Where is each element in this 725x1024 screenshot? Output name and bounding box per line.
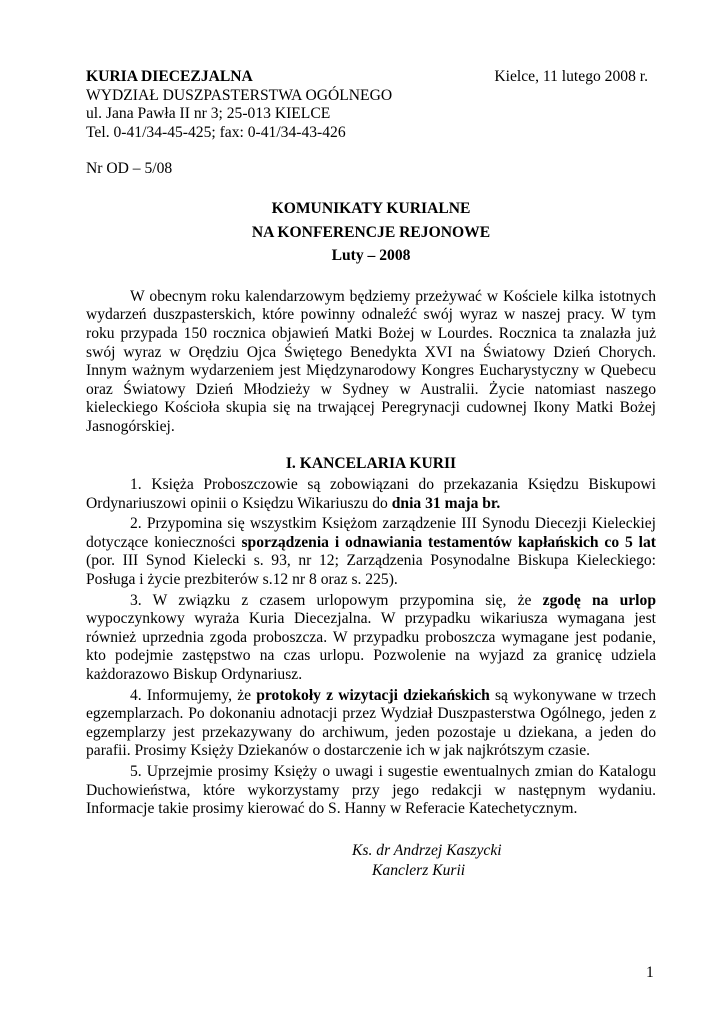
doc-period: Luty – 2008 [331, 247, 411, 265]
org-name: KURIA DIECEZJALNA [86, 68, 253, 85]
section-heading: I. KANCELARIA KURII [285, 454, 457, 472]
item-5-text: 5. Uprzejmie prosimy Księży o uwagi i sugestie ewentualnych zmian do Katalogu Duchowieństwa, które wykorzystamy przy jego redakcji w następnym wydaniu. Informacje takie prosimy kierować do S. Hanny w Referacie Katechetycznym. [86, 763, 656, 818]
item-2-emphasis: sporządzenia i odnawiania testamentów kapłańskich co 5 lat [241, 533, 657, 551]
item-1-emphasis: dnia 31 maja br. [391, 494, 501, 512]
letterhead [86, 68, 656, 142]
item-3-emphasis: zgodę na urlop [542, 591, 656, 609]
item-5 [86, 763, 656, 819]
item-4-text: 4. Informujemy, że [130, 686, 257, 704]
item-2-text-end: (por. III Synod Kielecki s. 93, nr 12; Zarządzenia Posynodalne Biskupa Kieleckiego: Posługa i życie prezbiterów s.12 nr 8 oraz s. 225). [86, 552, 656, 589]
item-3-text-end: wypoczynkowy wyraża Kuria Diecezjalna. W przypadku wikariusza wymagana jest również uprzednia zgoda proboszcza. W przypadku proboszcza wymagane jest podanie, kto podejmie zastępstwo na czas urlopu. Pozwolenie na wyjazd za granicę udziela każdorazowo Biskup Ordynariusz. [86, 610, 656, 684]
signature-block [352, 841, 656, 881]
doc-title: KOMUNIKATY KURIALNE [271, 199, 471, 217]
item-4-emphasis: protokoły z wizytacji dziekańskich [256, 686, 490, 704]
item-1-text: 1. Księża Proboszczowie są zobowiązani do przekazania Księdzu Biskupowi Ordynariuszowi opinii o Księdzu Wikariuszu do [86, 476, 656, 512]
item-4-text-end: są wykonywane w trzech egzemplarzach. Po dokonaniu adnotacji przez Wydział Duszpasterstwa Ogólnego, jeden z egzemplarzy jest przekazywany do archiwum, jeden pozostaje u dziekana, a jeden do parafii. Prosimy Księży Dziekanów o dostarczenie ich w jak najkrótszym czasie. [86, 686, 657, 760]
item-4 [86, 687, 656, 761]
intro-paragraph: W obecnym roku kalendarzowym będziemy przeżywać w Kościele kilka istotnych wydarzeń duszpasterskich, które powinny odnaleźć swój wyraz w naszej pracy. W tym roku przypada 150 rocznica objawień Matki Bożej w Lourdes. Rocznica ta znalazła już swój wyraz w Orędziu Ojca Świętego Benedykta XVI na Światowy Dzień Chorych. Innym ważnym wydarzeniem jest Międzynarodowy Kongres Eucharystyczny w Quebecu oraz Światowy Dzień Młodzieży w Sydney w Australii. Życie natomiast naszego kieleckiego Kościoła skupia się na trwającej Peregrynacji cudownej Ikony Matki Bożej Jasnogórskiej. [86, 287, 656, 435]
item-3-text: 3. W związku z czasem urlopowym przypomina się, że [130, 591, 543, 609]
item-2-text: 2. Przypomina się wszystkim Księżom zarządzenie III Synodu Diecezji Kieleckiej dotyczące konieczności [86, 515, 656, 551]
page-number: 1 [646, 964, 654, 981]
contact-phone: Tel. 0-41/34-45-425; fax: 0-41/34-43-426 [86, 123, 346, 141]
letterhead-top-row [86, 68, 656, 87]
department: WYDZIAŁ DUSZPASTERSTWA OGÓLNEGO [86, 86, 393, 104]
signatory-name: Ks. dr Andrzej Kaszycki [352, 841, 502, 859]
item-1 [86, 476, 656, 513]
reference-number: Nr OD – 5/08 [86, 160, 173, 178]
doc-subtitle: NA KONFERENCJE REJONOWE [251, 223, 491, 241]
date: Kielce, 11 lutego 2008 r. [494, 68, 648, 85]
document-page [86, 68, 656, 881]
item-3 [86, 592, 656, 685]
signatory-role: Kanclerz Kurii [372, 861, 466, 879]
item-2 [86, 515, 656, 589]
address: ul. Jana Pawła II nr 3; 25-013 KIELCE [86, 105, 331, 123]
